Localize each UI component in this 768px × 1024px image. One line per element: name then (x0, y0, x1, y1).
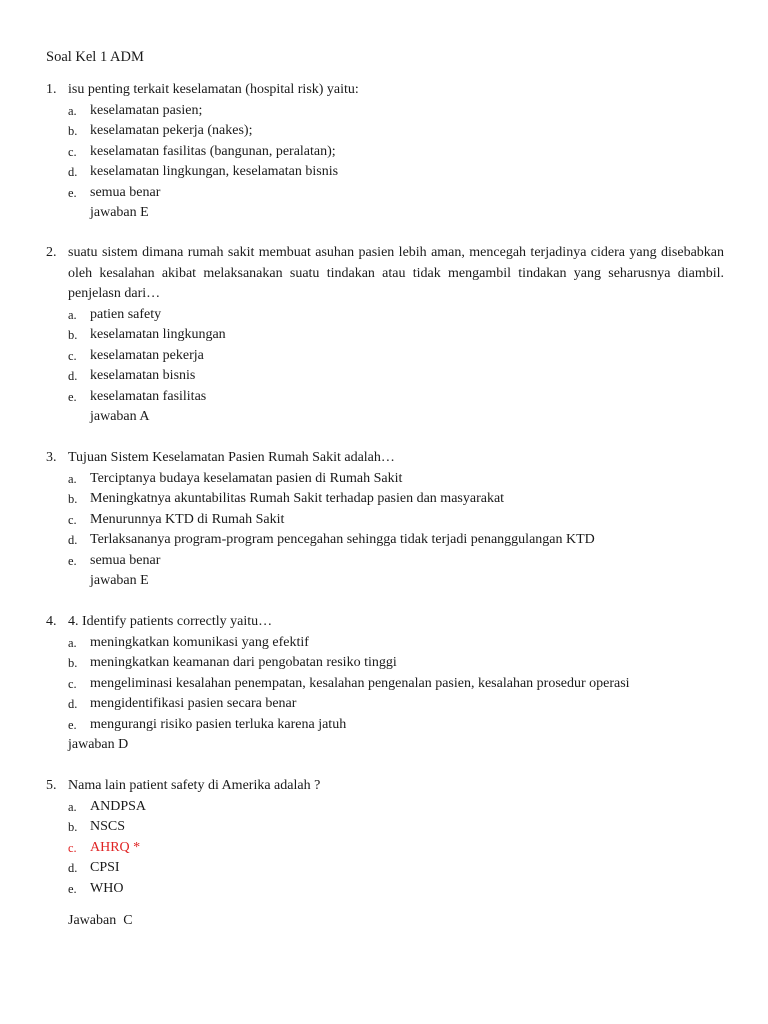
question-5 (46, 776, 724, 932)
question-text: isu penting terkait keselamatan (hospital risk) yaitu: (68, 82, 359, 97)
option-text: mengurangi risiko pasien terluka karena jatuh (90, 716, 347, 732)
option-text: Menurunnya KTD di Rumah Sakit (90, 511, 285, 527)
question-3 (46, 448, 724, 592)
answer-text: jawaban E (90, 573, 149, 588)
option-c (46, 346, 724, 367)
question-number: 5. (46, 778, 57, 793)
option-letter: e. (68, 717, 77, 732)
option-list (46, 101, 724, 204)
option-letter: c. (68, 676, 77, 691)
option-d (46, 366, 724, 387)
option-b (46, 653, 724, 674)
option-letter: d. (68, 165, 78, 179)
option-d (46, 694, 724, 715)
option-text: mengeliminasi kesalahan penempatan, kesalahan pengenalan pasien, kesalahan prosedur operasi (90, 675, 630, 691)
question-text: 4. Identify patients correctly yaitu… (68, 614, 273, 629)
question-text: suatu sistem dimana rumah sakit membuat asuhan pasien lebih aman, mencegah terjadinya cidera yang disebabkan oleh kesalahan akibat melaksanakan suatu tindakan atau tidak mengambil tindakan yang seharusnya diambil. penjelasn dari… (68, 245, 724, 301)
answer-text: jawaban E (90, 205, 149, 220)
option-text: semua benar (90, 184, 161, 200)
option-c (46, 674, 724, 695)
option-text: Meningkatnya akuntabilitas Rumah Sakit terhadap pasien dan masyarakat (90, 491, 505, 506)
option-text: WHO (90, 880, 124, 896)
option-letter: e. (68, 553, 77, 568)
option-letter: a. (68, 635, 77, 650)
option-text: patien safety (90, 306, 162, 322)
option-letter: c. (68, 512, 77, 527)
option-list (46, 469, 724, 572)
option-letter: d. (68, 861, 78, 875)
option-letter: b. (68, 656, 78, 670)
document-title: Soal Kel 1 ADM (46, 49, 144, 65)
option-text: Terlaksananya program-program pencegahan sehingga tidak terjadi penanggulangan KTD (90, 532, 595, 547)
option-e (46, 879, 724, 900)
option-letter: b. (68, 124, 78, 138)
option-text: keselamatan pasien; (90, 102, 203, 118)
option-letter: c. (68, 144, 77, 159)
option-text: keselamatan fasilitas (90, 388, 207, 404)
option-text: meningkatkan komunikasi yang efektif (90, 634, 309, 650)
option-b (46, 817, 724, 838)
option-text: mengidentifikasi pasien secara benar (90, 696, 297, 711)
option-e (46, 183, 724, 204)
question-2 (46, 243, 724, 428)
option-c (46, 142, 724, 163)
option-list (46, 305, 724, 408)
option-text: keselamatan lingkungan (90, 327, 226, 342)
option-c (46, 510, 724, 531)
option-text: CPSI (90, 860, 120, 875)
option-text: semua benar (90, 552, 161, 568)
option-d (46, 858, 724, 879)
option-b (46, 489, 724, 510)
answer-text: jawaban A (90, 409, 150, 424)
option-text: keselamatan bisnis (90, 368, 196, 383)
option-letter: a. (68, 799, 77, 814)
option-letter: b. (68, 820, 78, 834)
option-letter: c. (68, 840, 77, 855)
option-e (46, 387, 724, 408)
option-text: NSCS (90, 819, 126, 834)
option-d (46, 530, 724, 551)
question-1 (46, 80, 724, 224)
option-letter: d. (68, 533, 78, 547)
option-letter: a. (68, 103, 77, 118)
option-list (46, 633, 724, 736)
option-text: keselamatan lingkungan, keselamatan bisnis (90, 164, 339, 179)
option-a (46, 797, 724, 818)
option-list (46, 797, 724, 900)
option-letter: e. (68, 389, 77, 404)
option-a (46, 101, 724, 122)
option-letter: b. (68, 328, 78, 342)
question-number: 2. (46, 245, 57, 260)
option-text: Terciptanya budaya keselamatan pasien di Rumah Sakit (90, 470, 403, 486)
option-letter: a. (68, 307, 77, 322)
question-number: 4. (46, 614, 57, 629)
option-b (46, 325, 724, 346)
question-number: 3. (46, 450, 57, 465)
option-letter: c. (68, 348, 77, 363)
option-letter: d. (68, 697, 78, 711)
answer-text: Jawaban C (68, 913, 133, 928)
option-a (46, 633, 724, 654)
option-c-marked-answer (46, 838, 724, 859)
option-a (46, 305, 724, 326)
option-text: AHRQ * (90, 839, 141, 855)
option-text: ANDPSA (90, 798, 147, 814)
option-letter: b. (68, 492, 78, 506)
option-letter: e. (68, 881, 77, 896)
question-text: Tujuan Sistem Keselamatan Pasien Rumah Sakit adalah… (68, 450, 395, 465)
answer-text: jawaban D (68, 737, 129, 752)
option-text: keselamatan pekerja (nakes); (90, 123, 253, 138)
option-text: keselamatan fasilitas (bangunan, peralatan); (90, 143, 336, 159)
question-4 (46, 612, 724, 756)
option-text: meningkatkan keamanan dari pengobatan resiko tinggi (90, 655, 397, 670)
option-text: keselamatan pekerja (90, 347, 204, 363)
option-d (46, 162, 724, 183)
option-letter: e. (68, 185, 77, 200)
option-letter: a. (68, 471, 77, 486)
option-letter: d. (68, 369, 78, 383)
option-a (46, 469, 724, 490)
question-number: 1. (46, 82, 57, 97)
option-b (46, 121, 724, 142)
option-e (46, 551, 724, 572)
option-e (46, 715, 724, 736)
question-text: Nama lain patient safety di Amerika adalah ? (68, 778, 321, 793)
